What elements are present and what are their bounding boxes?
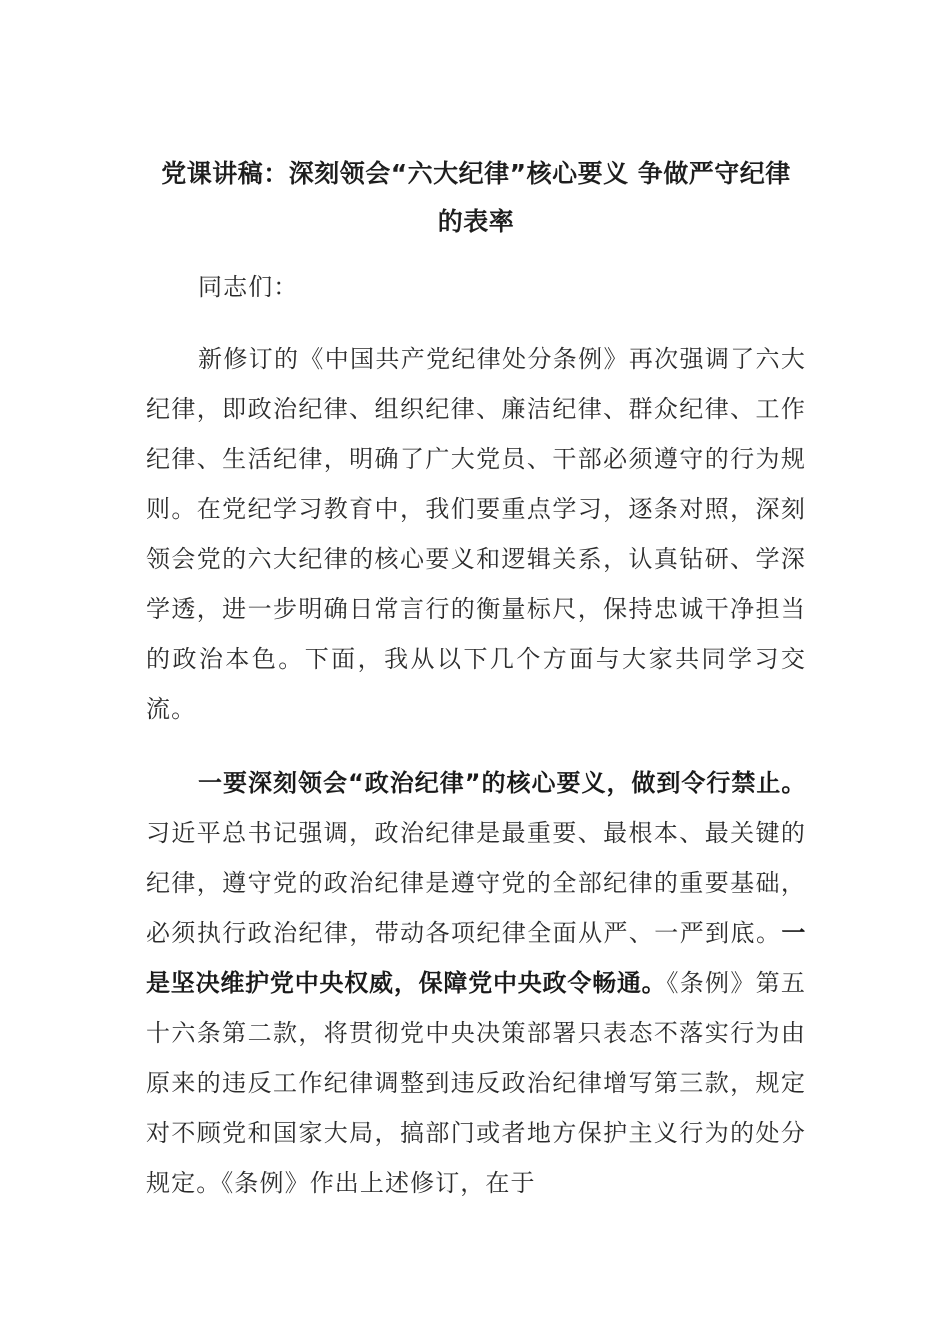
section-heading: 一要深刻领会“政治纪律”的核心要义，做到令行禁止。 (198, 769, 806, 797)
section-subheading: 一是坚决维护党中央权威，保障党中央政令畅通。 (146, 919, 806, 997)
section-text-2: 《条例》第五十六条第二款，将贯彻党中央决策部署只表态不落实行为由原来的违反工作纪律调整到违反政治纪律增写第三款，规定对不顾党和国家大局，搞部门或者地方保护主义行为的处分规定。《条例》作出上述修订，在于 (146, 969, 806, 1197)
salutation: 同志们： (198, 273, 299, 301)
document-page (146, 150, 806, 1208)
section-text-1: 习近平总书记强调，政治纪律是最重要、最根本、最关键的纪律，遵守党的政治纪律是遵守党的全部纪律的重要基础，必须执行政治纪律，带动各项纪律全面从严、一严到底。 (146, 819, 806, 947)
paragraph-intro: 新修订的《中国共产党纪律处分条例》再次强调了六大纪律，即政治纪律、组织纪律、廉洁纪律、群众纪律、工作纪律、生活纪律，明确了广大党员、干部必须遵守的行为规则。在党纪学习教育中，我们要重点学习，逐条对照，深刻领会党的六大纪律的核心要义和逻辑关系，认真钻研、学深学透，进一步明确日常言行的衡量标尺，保持忠诚干净担当的政治本色。下面，我从以下几个方面与大家共同学习交流。 (146, 345, 806, 723)
document-title (146, 150, 806, 246)
title-line-2: 的表率 (437, 207, 515, 236)
paragraph-political-discipline (146, 758, 806, 1208)
title-line-1: 党课讲稿：深刻领会“六大纪律”核心要义 争做严守纪律 (161, 159, 791, 188)
